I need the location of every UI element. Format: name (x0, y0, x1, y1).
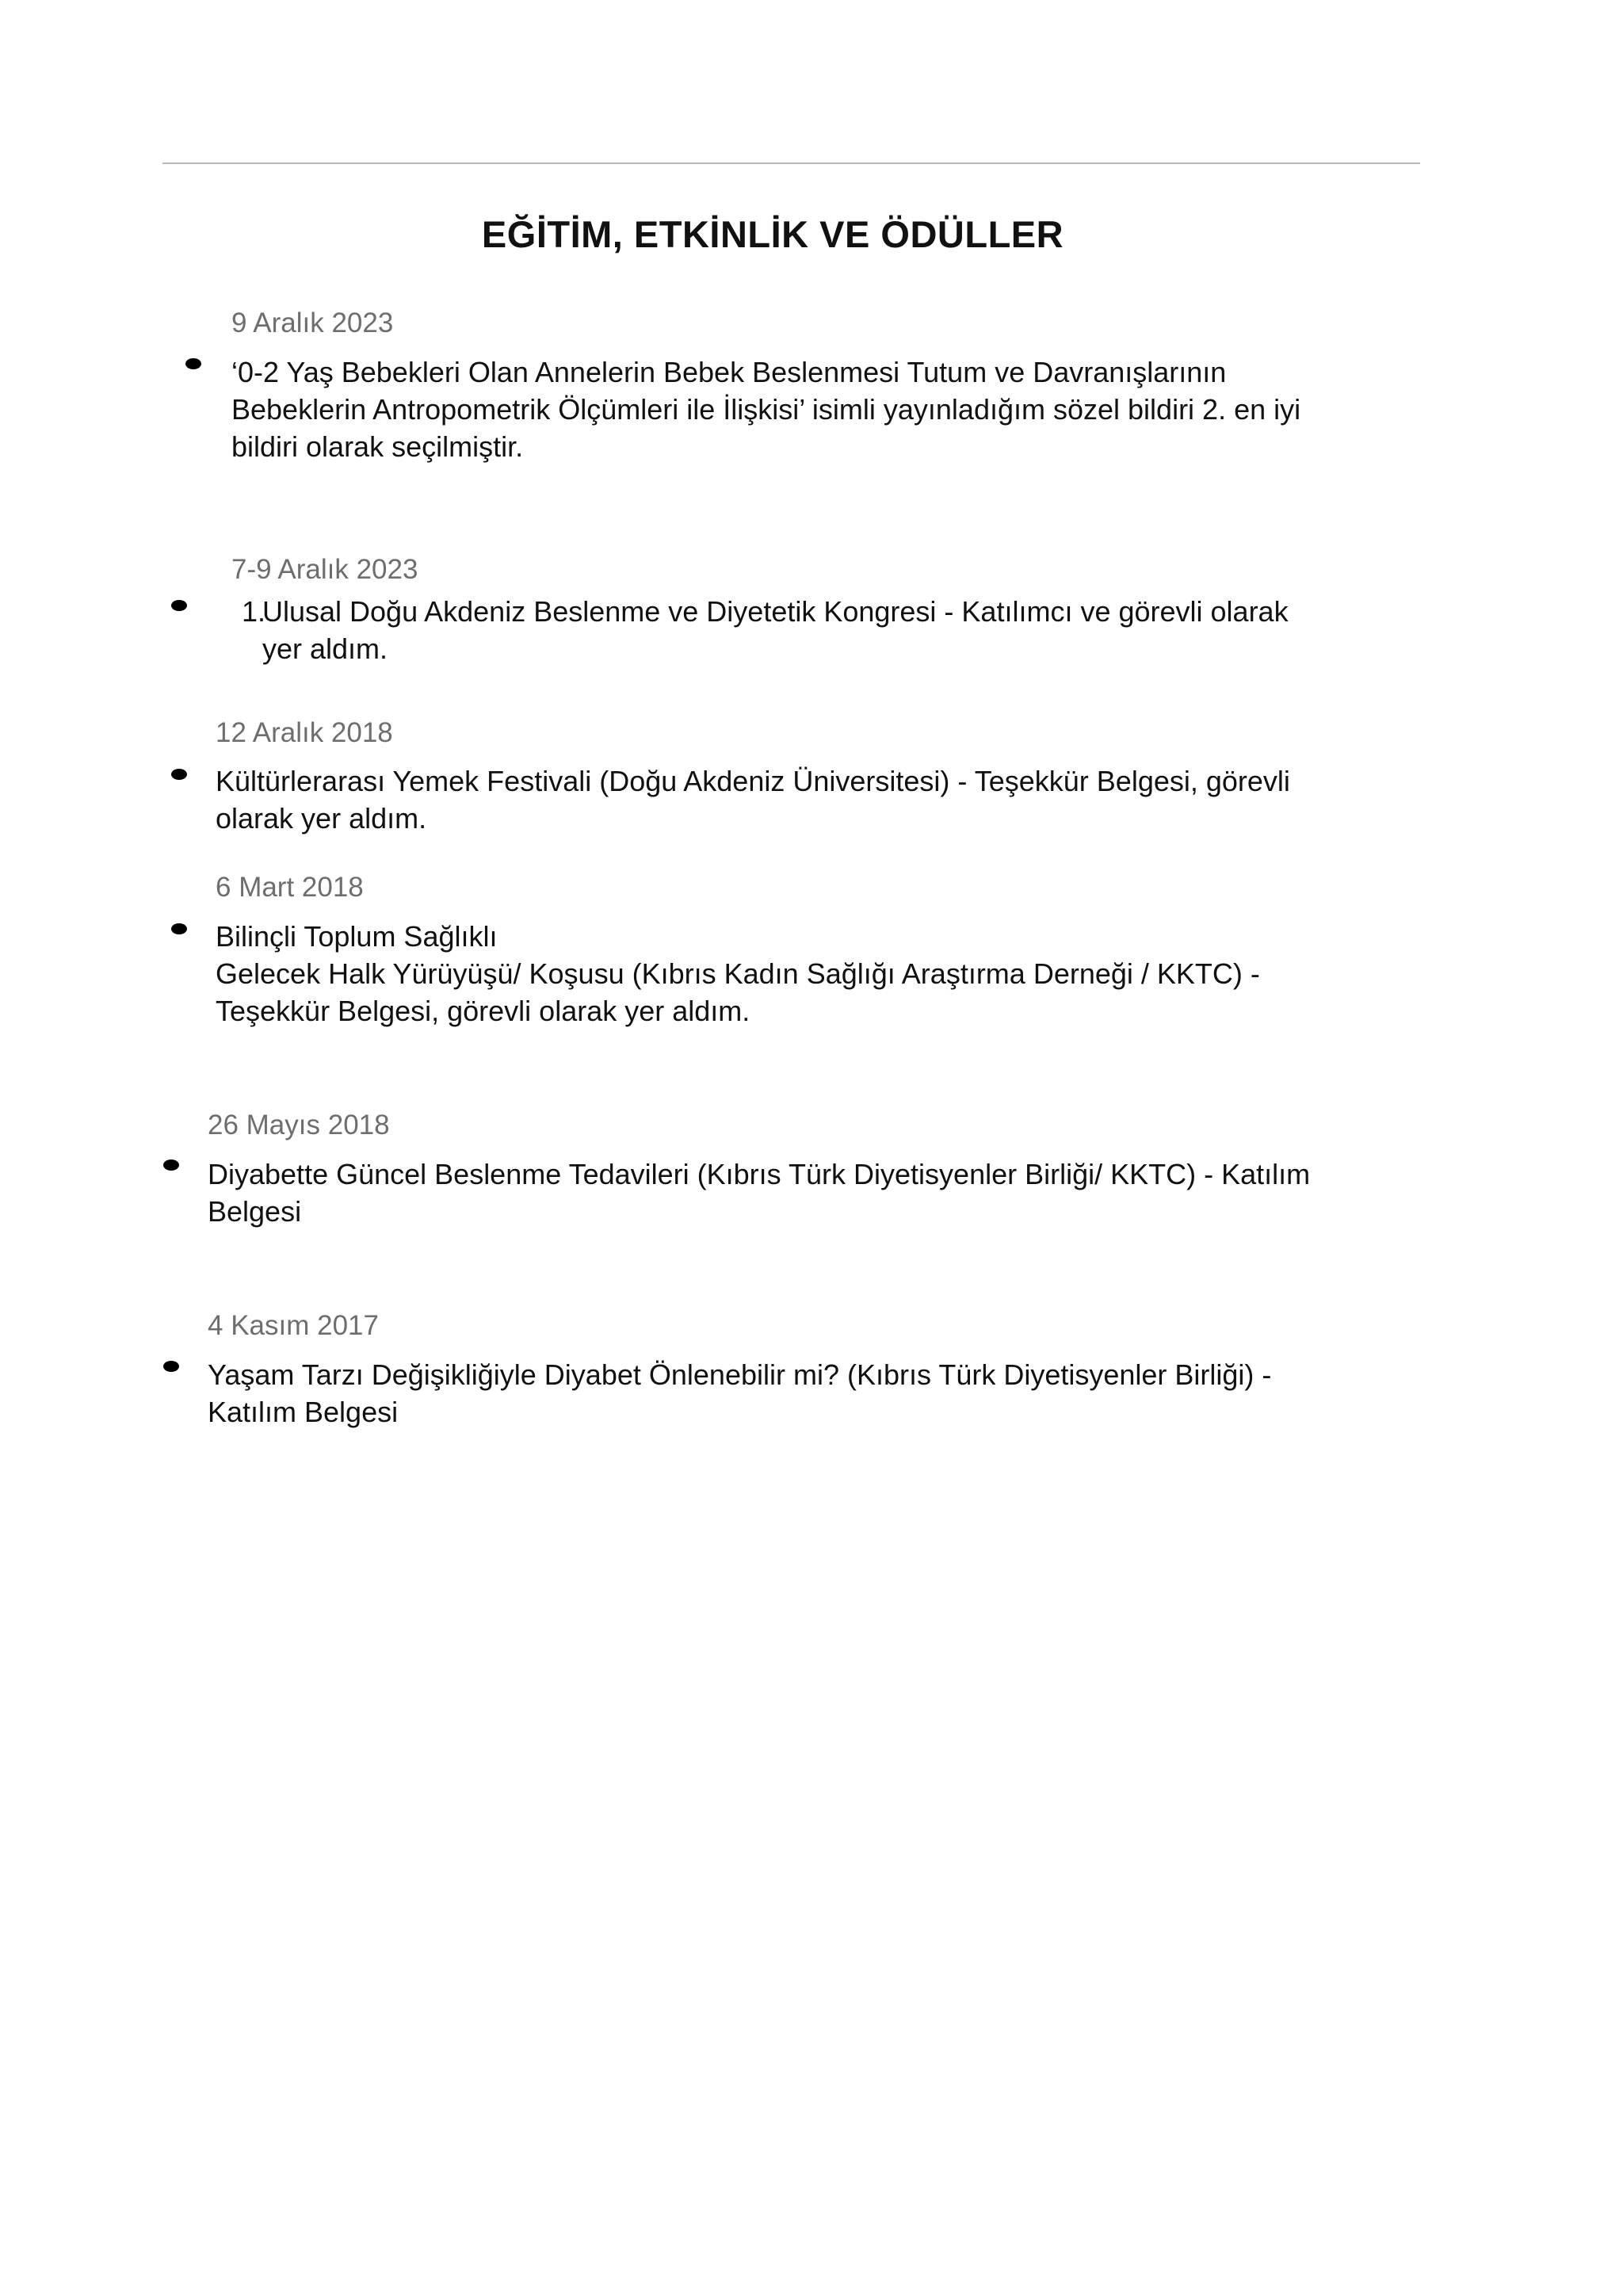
entry-text-line: Gelecek Halk Yürüyüşü/ Koşusu (Kıbrıs Kadın Sağlığı Araştırma Derneği / KKTC) - (216, 957, 1260, 990)
entry-text-line: Ulusal Doğu Akdeniz Beslenme ve Diyetetik Kongresi - Katılımcı ve görevli olarak (262, 595, 1289, 628)
list-number: 1. (242, 595, 266, 628)
entry-date: 26 Mayıs 2018 (208, 1110, 390, 1140)
entry-text-line: Yaşam Tarzı Değişikliğiyle Diyabet Önlenebilir mi? (Kıbrıs Türk Diyetisyenler Birliği) - (208, 1358, 1272, 1391)
bullet-icon (185, 358, 201, 369)
entry-text (208, 1356, 1444, 1431)
entry-text-line: Bebeklerin Antropometrik Ölçümleri ile İlişkisi’ isimli yayınladığım sözel bildiri 2. en iyi (231, 393, 1301, 426)
bullet-icon (171, 923, 187, 934)
entry-text-line: Katılım Belgesi (208, 1396, 399, 1428)
entry-text (216, 762, 1452, 837)
entry-text-line: Teşekkür Belgesi, görevli olarak yer aldım. (216, 995, 750, 1027)
entry-date: 12 Aralık 2018 (216, 717, 393, 748)
top-divider (162, 162, 1420, 164)
bullet-icon (171, 769, 187, 780)
bullet-icon (163, 1159, 179, 1171)
entry-text (216, 918, 1452, 1030)
entry-text (242, 593, 1478, 667)
entry-text-line: Belgesi (208, 1195, 302, 1228)
entry-text-line: bildiri olarak seçilmiştir. (231, 430, 524, 463)
entry-date: 7-9 Aralık 2023 (231, 554, 418, 585)
entry-text (231, 353, 1468, 465)
entry-text (208, 1156, 1444, 1230)
section-title: EĞİTİM, ETKİNLİK VE ÖDÜLLER (481, 213, 1064, 255)
bullet-icon (163, 1361, 179, 1372)
entry-date: 9 Aralık 2023 (231, 308, 394, 338)
entry-text-line: Diyabette Güncel Beslenme Tedavileri (Kıbrıs Türk Diyetisyenler Birliği/ KKTC) - Katılım (208, 1158, 1311, 1190)
entry-text-line: olarak yer aldım. (216, 802, 427, 835)
bullet-icon (171, 600, 187, 611)
entry-text-line: yer aldım. (262, 632, 388, 665)
entry-text-line: Kültürlerarası Yemek Festivali (Doğu Akdeniz Üniversitesi) - Teşekkür Belgesi, görevli (216, 765, 1290, 797)
entry-text-line: ‘0-2 Yaş Bebekleri Olan Annelerin Bebek Beslenmesi Tutum ve Davranışlarının (231, 356, 1227, 388)
entry-date: 4 Kasım 2017 (208, 1310, 379, 1341)
entry-text-line: Bilinçli Toplum Sağlıklı (216, 920, 498, 953)
entry-date: 6 Mart 2018 (216, 872, 364, 903)
